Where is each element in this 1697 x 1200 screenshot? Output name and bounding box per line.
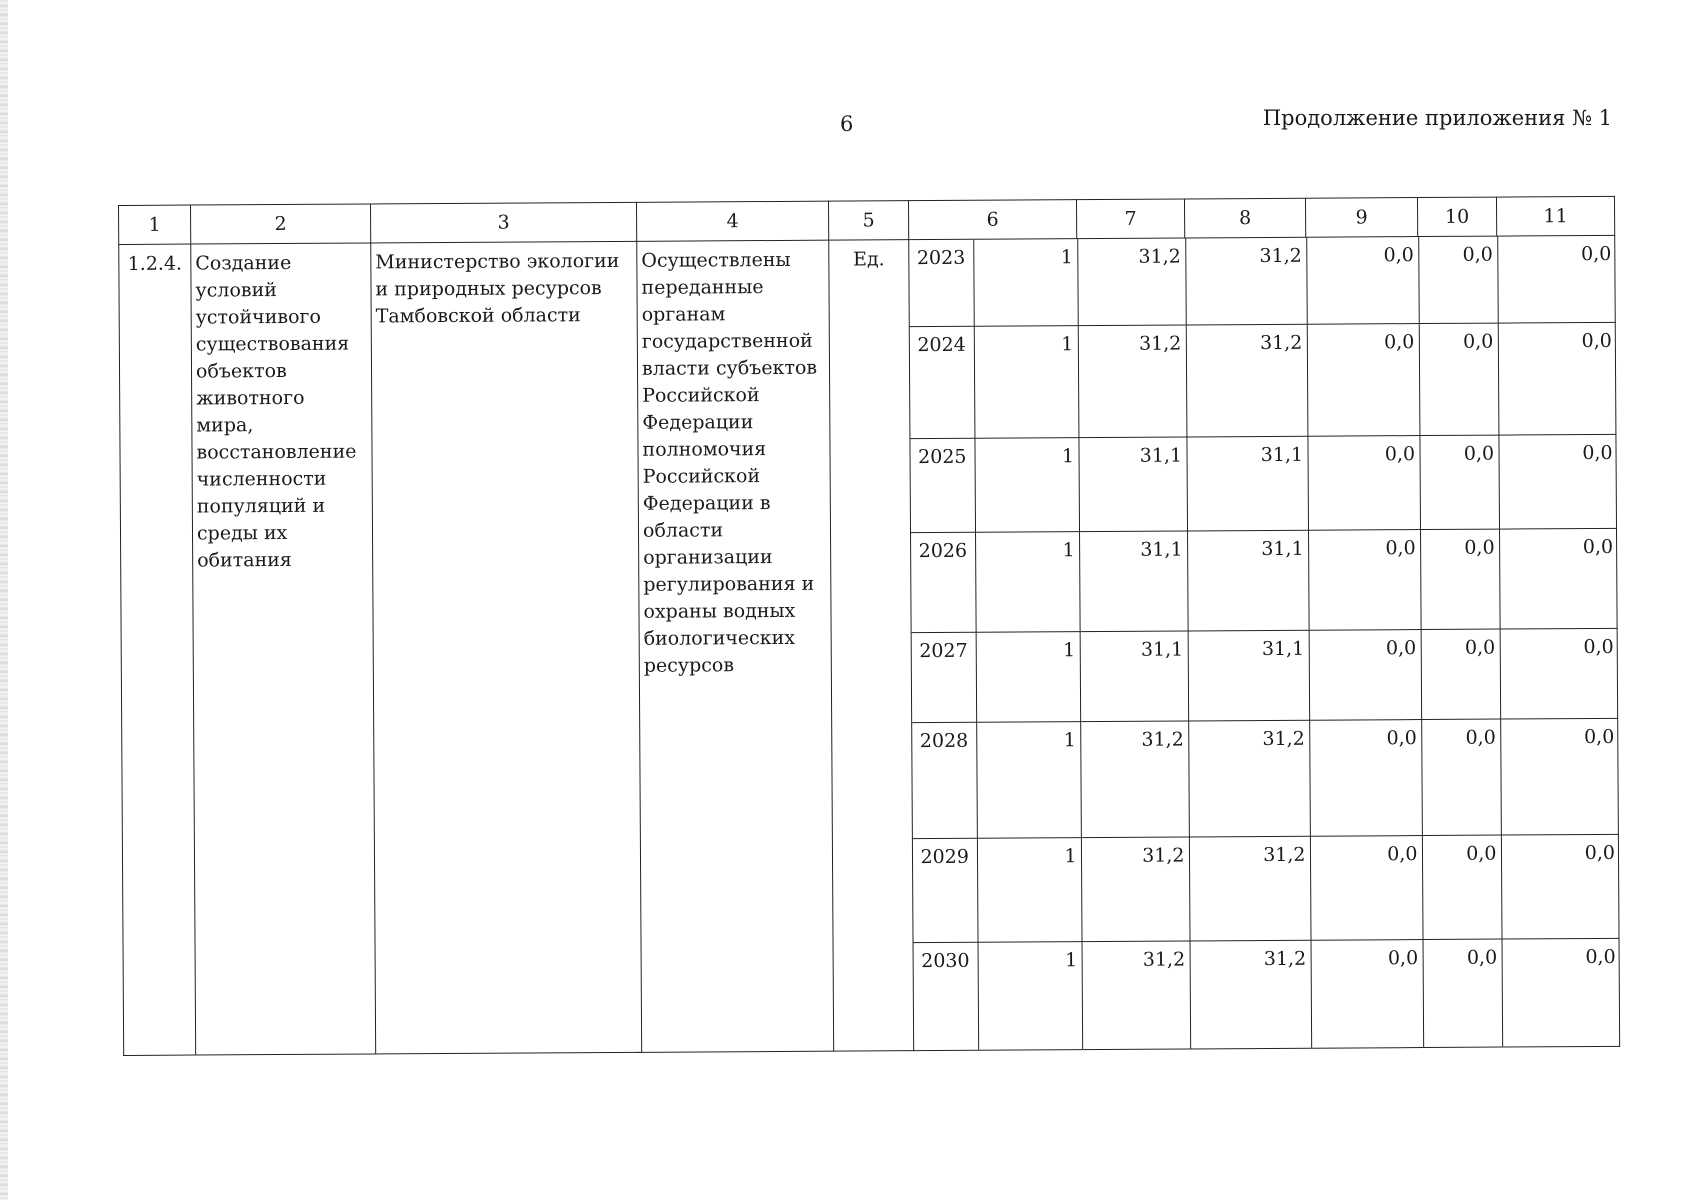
row-result: Осуществлены переданные органам государственной власти субъектов Российской Федерации полномочия Российской Федерации в области организации регулирования и охраны водных биологических ресурсов: [641, 248, 818, 677]
year-row: [910, 434, 1617, 532]
value-col-11: 0,0: [1498, 322, 1617, 435]
value-col-7: 31,2: [1078, 324, 1187, 437]
header-col-7: 7: [1076, 199, 1184, 239]
row-code: 1.2.4.: [127, 252, 183, 275]
value-col-11: 0,0: [1498, 434, 1617, 529]
value-col-11: 0,0: [1502, 938, 1621, 1047]
header-col-8: 8: [1184, 198, 1305, 238]
year: 2030: [914, 942, 979, 1050]
year-count: 1: [974, 437, 1079, 532]
value-col-9: 0,0: [1309, 629, 1422, 720]
year-row: [909, 236, 1616, 326]
year: 2029: [913, 838, 978, 942]
scan-edge-artifact: [0, 0, 8, 1200]
year-row: [913, 834, 1620, 942]
value-col-7: 31,2: [1077, 238, 1186, 325]
value-col-10: 0,0: [1418, 237, 1498, 323]
year-count: 1: [975, 531, 1080, 632]
value-col-11: 0,0: [1499, 528, 1618, 629]
header-col-1: 1: [119, 205, 191, 244]
year-count: 1: [976, 631, 1081, 722]
header-col-10: 10: [1417, 197, 1496, 236]
yearly-values-table: [909, 236, 1620, 1050]
value-col-10: 0,0: [1423, 939, 1503, 1047]
value-col-9: 0,0: [1310, 835, 1423, 940]
year-count: 1: [978, 941, 1083, 1050]
value-col-9: 0,0: [1307, 323, 1420, 436]
value-col-10: 0,0: [1421, 719, 1501, 835]
value-col-7: 31,1: [1078, 436, 1187, 531]
year: 2026: [911, 532, 976, 632]
value-col-8: 31,1: [1187, 530, 1309, 631]
row-name-cell: [191, 243, 376, 1055]
year-count: 1: [974, 325, 1079, 438]
value-col-8: 31,2: [1190, 940, 1312, 1049]
value-col-8: 31,2: [1185, 238, 1307, 325]
value-col-8: 31,1: [1188, 630, 1310, 721]
row-executor-cell: [371, 241, 642, 1054]
year-row: [912, 718, 1619, 838]
year: 2028: [912, 722, 977, 838]
value-col-9: 0,0: [1307, 435, 1420, 530]
value-col-11: 0,0: [1501, 834, 1620, 939]
header-col-2: 2: [191, 204, 371, 244]
year: 2027: [912, 632, 977, 722]
value-col-9: 0,0: [1311, 939, 1424, 1048]
yearly-values-cell: [909, 235, 1620, 1050]
value-col-11: 0,0: [1500, 718, 1619, 835]
header-col-4: 4: [636, 201, 828, 241]
appendix-title: Продолжение приложения № 1: [1262, 106, 1612, 130]
header-col-9: 9: [1305, 198, 1417, 238]
row-name: Создание условий устойчивого существования объектов животного мира, восстановление численности популяций и среды их обитания: [195, 251, 357, 572]
year-row: [912, 628, 1619, 722]
value-col-9: 0,0: [1308, 529, 1421, 630]
header-col-6: 6: [908, 200, 1076, 240]
value-col-11: 0,0: [1500, 628, 1619, 719]
year-count: 1: [977, 837, 1082, 942]
value-col-10: 0,0: [1419, 323, 1499, 435]
value-col-10: 0,0: [1420, 529, 1500, 629]
table-row: [119, 235, 1620, 1055]
value-col-9: 0,0: [1306, 237, 1419, 324]
row-code-cell: [119, 244, 196, 1055]
value-col-7: 31,1: [1080, 630, 1189, 721]
value-col-8: 31,2: [1186, 324, 1308, 437]
value-col-9: 0,0: [1309, 719, 1422, 836]
value-col-11: 0,0: [1497, 236, 1616, 323]
value-col-7: 31,1: [1079, 530, 1188, 631]
year: 2024: [910, 326, 975, 438]
year-row: [911, 528, 1618, 632]
value-col-10: 0,0: [1422, 835, 1502, 939]
header-col-11: 11: [1496, 196, 1614, 236]
year-row: [914, 938, 1621, 1050]
header-col-3: 3: [370, 202, 636, 243]
year-count: 1: [976, 721, 1081, 838]
value-col-10: 0,0: [1419, 435, 1499, 529]
row-executor: Министерство экологии и природных ресурсов Тамбовской области: [375, 249, 620, 328]
value-col-10: 0,0: [1421, 629, 1501, 719]
value-col-7: 31,2: [1081, 836, 1190, 941]
year: 2025: [910, 438, 975, 532]
year: 2023: [909, 240, 974, 326]
program-table: [118, 196, 1620, 1056]
year-count: 1: [973, 239, 1078, 326]
page-number: 6: [840, 112, 854, 136]
value-col-8: 31,2: [1188, 720, 1310, 837]
row-unit: Ед.: [852, 248, 885, 271]
header-col-5: 5: [828, 201, 908, 240]
value-col-8: 31,1: [1186, 436, 1308, 531]
row-result-cell: [637, 240, 834, 1052]
value-col-7: 31,2: [1082, 940, 1191, 1049]
value-col-8: 31,2: [1189, 836, 1311, 941]
value-col-7: 31,2: [1080, 720, 1189, 837]
row-unit-cell: [829, 240, 914, 1051]
year-row: [910, 322, 1617, 438]
